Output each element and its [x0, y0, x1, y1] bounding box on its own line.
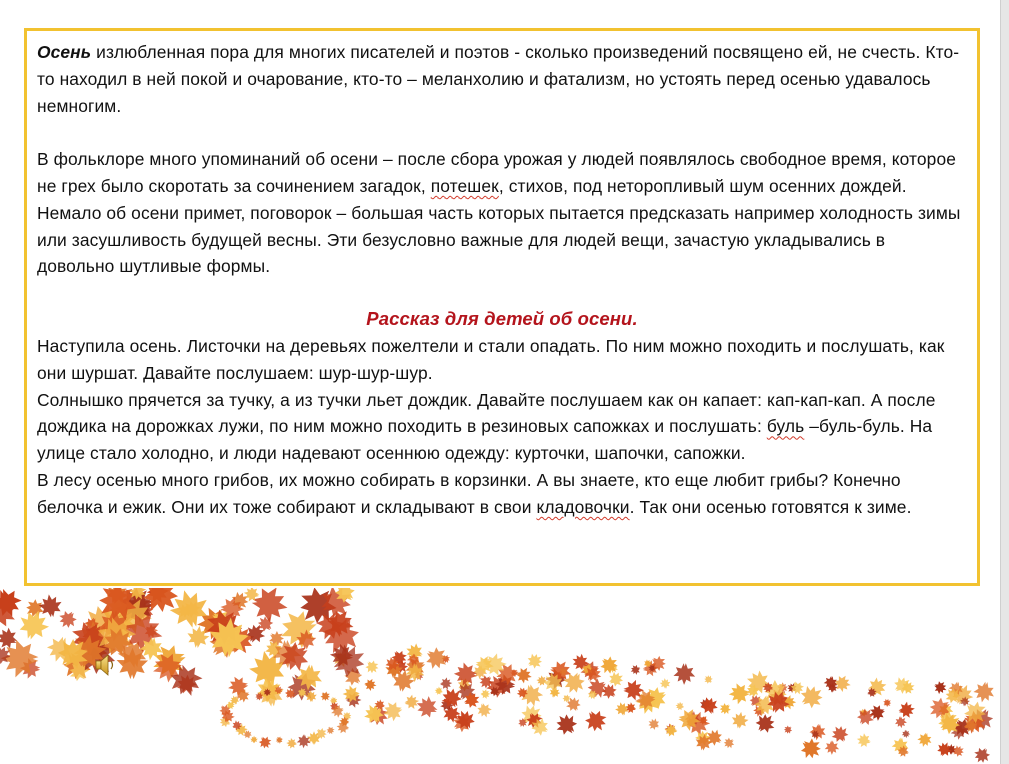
- paragraph-autumn-text: излюбленная пора для многих писателей и поэтов - сколько произведений посвящено ей, не счесть. Кто-то находил в ней покой и очарование, кто-то – меланхолию и фатализм, но устоять перед осенью удавалось немногим.: [37, 42, 960, 116]
- text-box: [24, 28, 980, 586]
- lead-word: Осень: [37, 42, 92, 62]
- story-paragraph-leaves: Наступила осень. Листочки на деревьях пожелтели и стали опадать. По ним можно походить и послушать, как они шуршат. Давайте послушаем: шур-шур-шур.: [37, 335, 945, 383]
- slide-scrollbar[interactable]: [1000, 0, 1009, 764]
- story-paragraph-rain: [37, 387, 967, 467]
- story-forest-part1: В лесу осенью много грибов, их можно собирать в корзинки. А вы знаете, кто еще любит грибы? Конечно белочка и ежик. Они их тоже собирают и складывают в свои: [37, 469, 901, 517]
- spell-check-word: потешек: [430, 175, 499, 196]
- autumn-leaves-decoration: [0, 588, 1000, 764]
- paragraph-folklore-part2: , стихов, под неторопливый шум осенних дождей. Немало об осени примет, поговорок – большая часть которых пытается предсказать например холодность зимы или засушливость будущей весны. Эти безусловно важные для людей вещи, зачастую укладывались в довольно шутливые формы.: [37, 175, 961, 277]
- paragraph-autumn: [37, 39, 967, 119]
- speaker-icon[interactable]: [92, 652, 118, 678]
- story-rain-part2: –буль-буль. На улице стало холодно, и люди надевают осеннюю одежду: курточки, шапочки, сапожки.: [37, 416, 933, 464]
- spell-check-word: кладовочки: [536, 496, 630, 517]
- paragraph-folklore-part1: В фольклоре много упоминаний об осени – после сбора урожая у людей появлялось свободное время, которое не грех было скоротать за сочинением загадок,: [37, 149, 956, 196]
- story-forest-part2: . Так они осенью готовятся к зиме.: [629, 496, 912, 517]
- spell-check-word: буль: [766, 416, 805, 437]
- story-title: Рассказ для детей об осени.: [366, 308, 638, 330]
- story-rain-part1: Солнышко прячется за тучку, а из тучки льет дождик. Давайте послушаем как он капает: кап-кап-кап. А после дождика на дорожках лужи, по ним можно походить в резиновых сапожках и послушать:: [37, 389, 936, 437]
- paragraph-folklore: [37, 146, 967, 280]
- story-paragraph-forest: [37, 467, 967, 521]
